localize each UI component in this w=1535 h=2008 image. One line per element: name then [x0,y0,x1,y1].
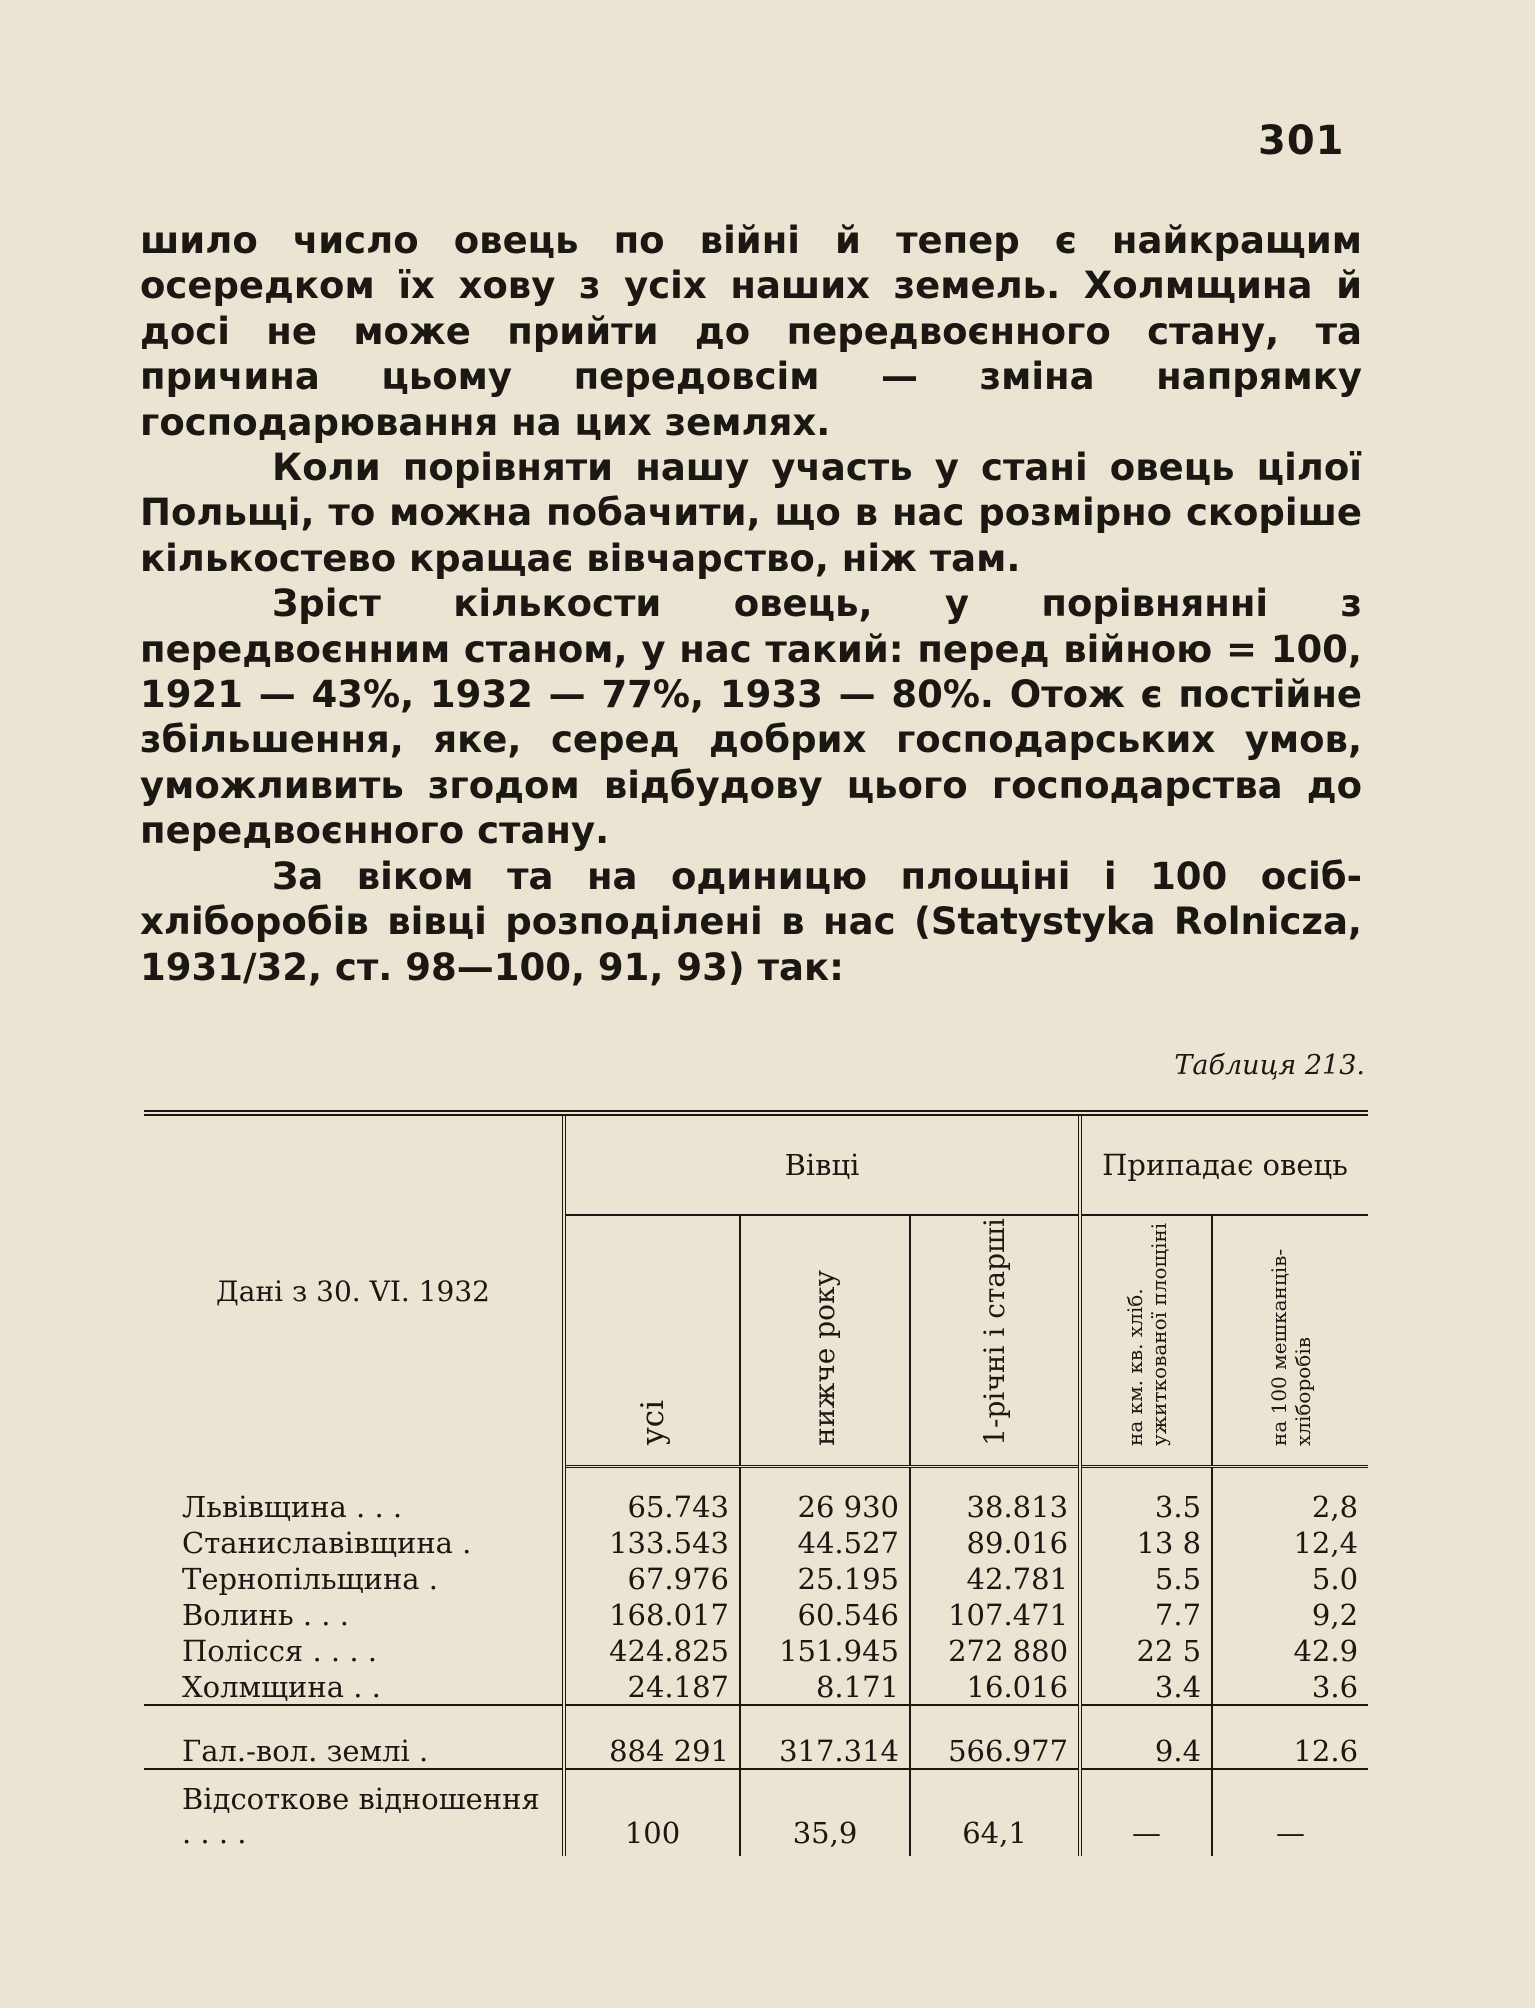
cell-per-area: 9.4 [1080,1705,1212,1769]
cell-per-area: 13 8 [1080,1524,1212,1560]
row-name: Тернопільщина . [144,1560,564,1596]
body-text [140,218,1362,990]
cell-per-100: 12,4 [1293,1526,1359,1560]
cell-per-100: 2,8 [1311,1490,1359,1524]
stub-header: Дані з 30. VI. 1932 [144,1113,564,1467]
table-percent-row [144,1769,1368,1856]
table-row [144,1560,1368,1596]
cell-all: 67.976 [564,1560,740,1596]
cell-per-100: — [1276,1816,1306,1850]
cell-year-older: 566.977 [910,1705,1080,1769]
table-row [144,1668,1368,1705]
group-header-per: Припадає овець [1080,1113,1368,1215]
table-row [144,1524,1368,1560]
cell-all: 424.825 [564,1632,740,1668]
cell-all: 24.187 [564,1668,740,1705]
cell-under-year: 8.171 [740,1668,910,1705]
sheep-table [144,1110,1368,1856]
cell-per-area: — [1080,1769,1212,1856]
cell-under-year: 44.527 [740,1524,910,1560]
cell-per-area: 3.4 [1080,1668,1212,1705]
cell-per-100: 5.0 [1311,1562,1359,1596]
cell-year-older: 107.471 [910,1596,1080,1632]
row-name: Холмщина . . [144,1668,564,1705]
cell-per-100: 12.6 [1212,1705,1368,1769]
row-name: Відсоткове відношення . . . . [144,1769,564,1856]
column-header-per-100: на 100 мешканців-хліборобів [1212,1215,1368,1467]
cell-per-area: 3.5 [1080,1467,1212,1525]
table-total-row [144,1705,1368,1769]
row-name: Станиславівщина . [144,1524,564,1560]
row-name: Волинь . . . [144,1596,564,1632]
cell-per-100: 42.9 [1293,1634,1359,1668]
paragraph-2: Коли порівняти нашу участь у стані овець цілої Польщі, то можна побачити, що в нас розмірно скоріше кількостево кращає вівчарство, ніж там. [140,446,1362,580]
column-header-all: усі [564,1215,740,1467]
table-row [144,1467,1368,1525]
cell-year-older: 38.813 [910,1467,1080,1525]
column-header-year-older: 1-річні і старші [910,1215,1080,1467]
cell-year-older: 16.016 [910,1668,1080,1705]
paragraph-1: шило число овець по війні й тепер є найкращим осередком їх хову з усіх наших земель. Холмщина й досі не може прийти до передвоєнного стану, та причина цьому передовсім — зміна напрямку господарювання на цих землях. [140,219,1362,444]
row-name: Полісся . . . . [144,1632,564,1668]
cell-per-100: 3.6 [1311,1670,1359,1704]
cell-all: 884 291 [564,1705,740,1769]
table-row [144,1596,1368,1632]
cell-year-older: 42.781 [910,1560,1080,1596]
cell-under-year: 26 930 [740,1467,910,1525]
cell-per-area: 5.5 [1080,1560,1212,1596]
row-name: Львівщина . . . [144,1467,564,1525]
column-header-under-year: нижче року [740,1215,910,1467]
cell-all: 100 [564,1769,740,1856]
cell-year-older: 89.016 [910,1524,1080,1560]
paragraph-4: За віком та на одиницю площіні і 100 осіб-хліборобів вівці розподілені в нас (Statystyka Rolnicza, 1931/32, ст. 98—100, 91, 93) так: [140,854,1362,989]
cell-all: 168.017 [564,1596,740,1632]
cell-per-area: 22 5 [1080,1632,1212,1668]
table-caption: Таблиця 213. [1174,1050,1365,1081]
cell-under-year: 60.546 [740,1596,910,1632]
table-row [144,1632,1368,1668]
cell-under-year: 25.195 [740,1560,910,1596]
cell-per-area: 7.7 [1080,1596,1212,1632]
cell-under-year: 151.945 [740,1632,910,1668]
column-header-per-area: на км. кв. хліб. ужиткованої площіні [1080,1215,1212,1467]
paragraph-3: Зріст кількости овець, у порівнянні з передвоєнним станом, у нас такий: перед війною = 100, 1921 — 43%, 1932 — 77%, 1933 — 80%. Отож є постійне збільшення, яке, серед добрих господарських умов, уможливить згодом відбудову цього господарства до передвоєнного стану. [140,582,1362,853]
row-name: Гал.-вол. землі . [144,1705,564,1769]
cell-per-100: 9,2 [1311,1598,1359,1632]
group-header-sheep: Вівці [564,1113,1080,1215]
cell-all: 65.743 [564,1467,740,1525]
page-number: 301 [1258,118,1345,164]
cell-under-year: 317.314 [740,1705,910,1769]
cell-year-older: 272 880 [910,1632,1080,1668]
cell-under-year: 35,9 [740,1769,910,1856]
cell-year-older: 64,1 [910,1769,1080,1856]
cell-all: 133.543 [564,1524,740,1560]
